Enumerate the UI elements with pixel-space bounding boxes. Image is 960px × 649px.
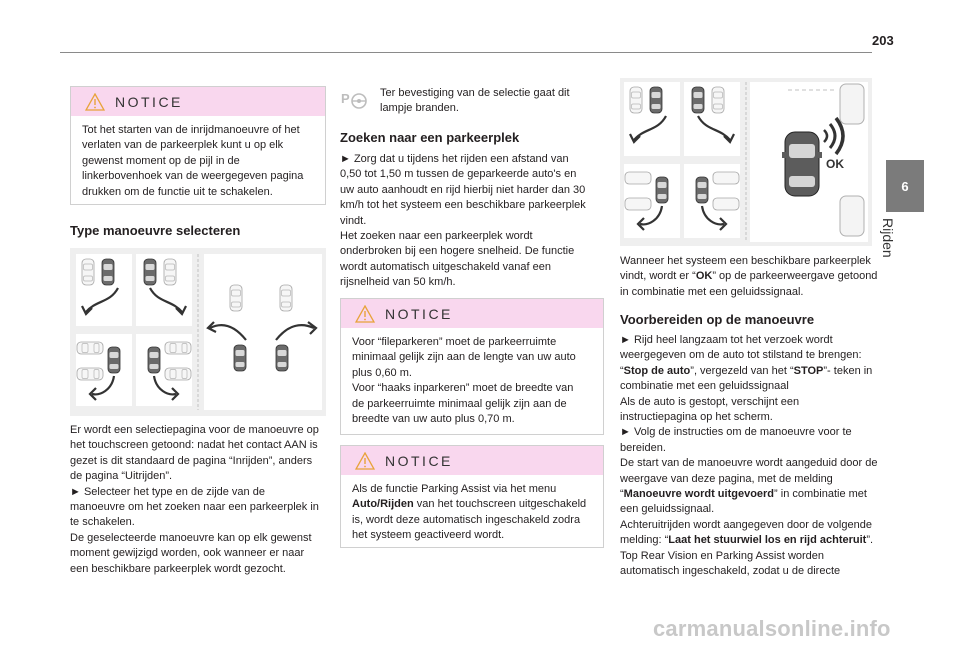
col3-paragraph <box>620 333 878 580</box>
text-line: vindt. <box>340 214 367 227</box>
text-line: Het zoeken naar een parkeerplek wordt <box>340 230 533 243</box>
col2-paragraph <box>340 152 604 291</box>
parking-lamp-icon <box>340 88 370 112</box>
text-line: 0,50 tot 1,50 m tussen de geparkeerde auto's en <box>340 168 577 181</box>
text-line: Er wordt een selectiepagina voor de manoeuvre op <box>70 424 319 436</box>
text-line: manoeuvre om het zoeken naar een parkeerplek in <box>70 501 319 514</box>
instruction-step: ► Rijd heel langzaam tot het verzoek wordt weergegeven om de auto tot stilstand te brengen: <box>620 334 862 362</box>
page-number: 203 <box>872 33 894 48</box>
ok-indicator: OK <box>826 157 844 171</box>
text-line: rijsnelheid van 50 km/h. <box>340 276 456 289</box>
notice-text <box>341 475 603 544</box>
text-line: Voor “haaks inparkeren” moet de breedte van <box>352 382 574 395</box>
text-line: moment gewijzigd worden, ook wanneer er naar <box>70 547 305 560</box>
text-line: de parkeerruimte minimaal gelijk zijn aan de <box>352 397 567 410</box>
notice-header <box>341 299 603 328</box>
notice-box-3 <box>340 445 604 548</box>
warning-icon <box>85 93 105 111</box>
menu-path: Auto/Rijden <box>352 498 414 511</box>
text-block: Top Rear Vision en Parking Assist worden automatisch ingeschakeld, zodat u de directe <box>620 549 841 578</box>
section-label-box <box>882 218 928 268</box>
notice-title: NOTICE <box>385 452 453 469</box>
lamp-confirmation-text: Ter bevestiging van de selectie gaat dit lampje branden. <box>380 87 570 115</box>
notice-title: NOTICE <box>115 93 183 110</box>
parking-ok-illustration <box>620 78 872 246</box>
text-line: het systeem geactiveerd wordt. <box>352 529 505 542</box>
text-line: Voor “fileparkeren” moet de parkeerruimte <box>352 336 557 348</box>
text-line: uw auto aanhoudt en rijd hierbij niet harder dan 30 <box>340 183 586 196</box>
text-line: De geselecteerde manoeuvre kan op elk gewenst <box>70 531 312 544</box>
reverse-message: Achteruitrijden wordt aangegeven door de volgende melding: “Laat het stuurwiel los en rijd achteruit”. <box>620 518 874 547</box>
header-rule <box>60 52 872 53</box>
text-line: onderbroken bij een hogere snelheid. De functie <box>340 245 575 258</box>
warning-icon <box>355 305 375 323</box>
notice-text: Tot het starten van de inrijdmanoeuvre of het verlaten van de parkeerplek kunt u op elk gewenst moment op de pijl in de linkerbovenhoek van de weergegeven pagina drukken om de functie uit te schakelen. <box>82 124 304 198</box>
text-line: is, wordt deze automatisch ingeschakeld zodra <box>352 513 581 526</box>
notice-header <box>71 87 325 116</box>
manoeuvre-message: “Manoeuvre wordt uitgevoerd” in combinatie met een geluidssignaal. <box>620 488 867 516</box>
text-line: ► Zorg dat u tijdens het rijden een afstand van <box>340 153 569 165</box>
text-block: Als de auto is gestopt, verschijnt een instructiepagina op het scherm. <box>620 395 800 424</box>
svg-text:P: P <box>341 91 350 106</box>
text-line: minimaal gelijk zijn aan de lengte van uw auto <box>352 351 576 364</box>
parking-space-found-figure <box>620 78 872 246</box>
text-line: de pagina “Uitrijden”. <box>70 470 173 483</box>
watermark: carmanualsonline.info <box>653 616 891 641</box>
section-tab[interactable]: 6 <box>886 160 924 212</box>
text-line: breedte van uw auto plus 0,70 m. <box>352 413 515 426</box>
text-line: te schakelen. <box>70 516 135 529</box>
text-line: Auto/Rijden van het touchscreen uitgeschakeld <box>352 498 587 511</box>
text-line: het touchscreen getoond: nadat het contact AAN is <box>70 439 318 452</box>
stop-message: “Stop de auto”, vergezeld van het “STOP”- teken in combinatie met een geluidssignaal <box>620 364 873 393</box>
notice-text <box>341 328 603 427</box>
notice-box-1 <box>70 86 326 205</box>
text-line: gezet is dit standaard de pagina “Inrijden”, anders <box>70 454 313 467</box>
heading-prepare-manoeuvre: Voorbereiden op de manoeuvre <box>620 312 815 327</box>
warning-icon <box>355 452 375 470</box>
text-line: ► Selecteer het type en de zijde van de <box>70 485 265 498</box>
col1-paragraph <box>70 423 332 577</box>
text-line: wordt automatisch uitgeschakeld vanaf een <box>340 260 551 273</box>
manoeuvre-selection-figure <box>70 248 326 416</box>
text-line: plus 0,60 m. <box>352 366 412 379</box>
text-line: een beschikbare parkeerplek wordt gezocht. <box>70 562 286 575</box>
heading-type-manoeuvre: Type manoeuvre selecteren <box>70 223 241 238</box>
text-block: De start van de manoeuvre wordt aangeduid door de weergave van deze pagina, met de melding <box>620 457 878 485</box>
heading-search-space: Zoeken naar een parkeerplek <box>340 130 520 145</box>
notice-title: NOTICE <box>385 305 453 322</box>
instruction-step: ► Volg de instructies om de manoeuvre voor te bereiden. <box>620 426 852 454</box>
notice-header <box>341 446 603 475</box>
section-label: Rijden <box>880 218 896 258</box>
ok-caption: Wanneer het systeem een beschikbare parkeerplek vindt, wordt er “OK” op de parkeerweergave getoond in combinatie met een geluidssignaal. <box>620 255 878 298</box>
manoeuvre-selection-illustration <box>70 248 326 416</box>
notice-box-2 <box>340 298 604 435</box>
text-line: Als de functie Parking Assist via het menu <box>352 483 557 495</box>
text-line: km/h tot het systeem een beschikbare parkeerplek <box>340 199 586 212</box>
